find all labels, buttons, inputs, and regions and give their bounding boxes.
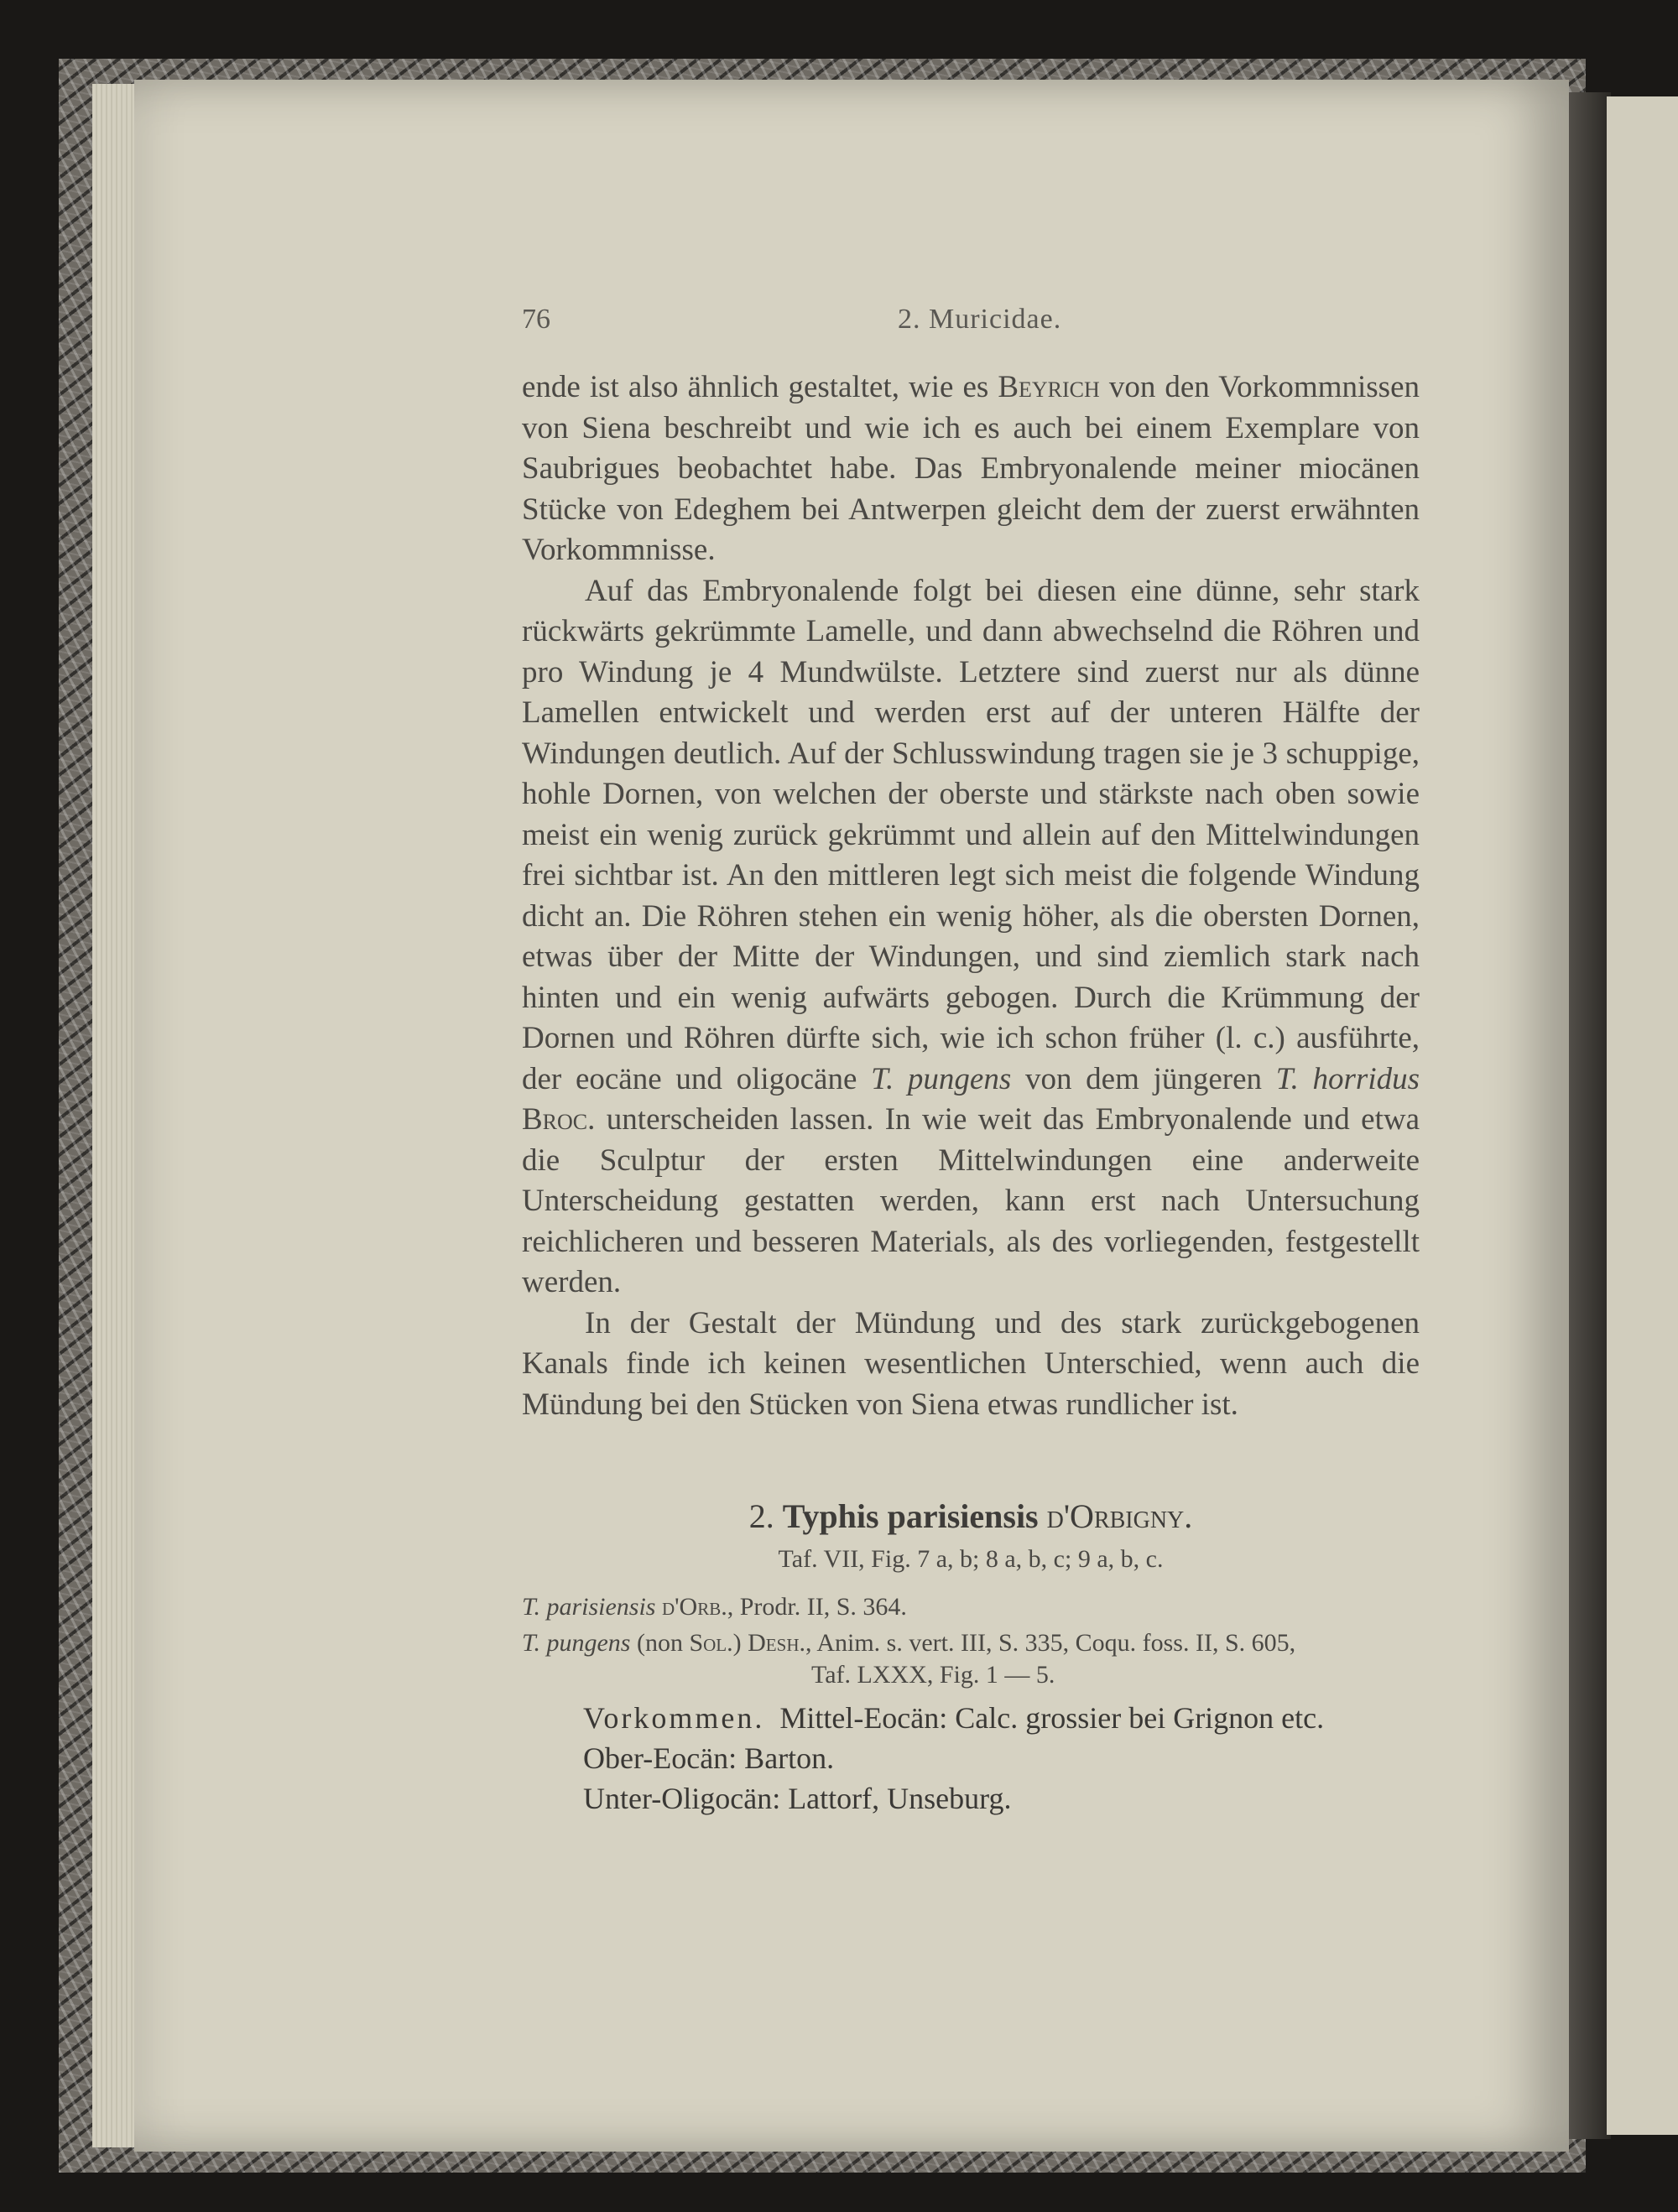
species-number: 2. [748, 1497, 774, 1535]
synonym-1 [522, 1591, 1420, 1623]
occurrence-block [583, 1698, 1422, 1819]
body-text [522, 367, 1420, 1425]
synonym-ref: , Anim. s. vert. III, S. 335, Coqu. foss. II, S. 605, [805, 1629, 1296, 1657]
occurrence-ober-eocaen: Ober-Eocän: Barton. [583, 1741, 835, 1775]
species-heading [522, 1496, 1420, 1536]
synonym-name: T. pungens [522, 1629, 631, 1657]
paragraph-2 [522, 571, 1420, 1304]
facing-page-edge [1607, 96, 1678, 2135]
paragraph-1 [522, 367, 1420, 571]
author-broc: Broc. [522, 1102, 596, 1137]
synonym-mid2: ) [732, 1629, 748, 1657]
p1-text-b: von den Vorkommnissen von Siena beschreibt und wie ich es auch bei einem Exemplare von Saubrigues beobachtet habe. Das Embryonalende meiner miocänen Stücke von Edeghem bei Antwerpen gleicht dem der zuerst erwähnten Vorkommnisse. [522, 370, 1420, 567]
synonym-mid: (non [630, 1629, 690, 1657]
author-beyrich: Beyrich [998, 370, 1100, 404]
synonym-continuation: Taf. LXXX, Fig. 1 — 5. [811, 1661, 1055, 1689]
synonym-name: T. parisiensis [522, 1593, 656, 1621]
synonym-author: Sol. [689, 1629, 733, 1657]
plate-reference: Taf. VII, Fig. 7 a, b; 8 a, b, c; 9 a, b, c. [778, 1545, 1164, 1573]
page-number: 76 [522, 304, 550, 335]
occurrence-mittel-eocaen: Mittel-Eocän: Calc. grossier bei Grignon etc. [779, 1701, 1325, 1735]
synonym-2 [522, 1627, 1420, 1691]
species-t-pungens: T. pungens [871, 1061, 1012, 1096]
occurrence-label: Vorkommen. [583, 1701, 765, 1735]
synonym-ref: , Prodr. II, S. 364. [727, 1593, 907, 1621]
paragraph-3: In der Gestalt der Mündung und des stark zurückgebogenen Kanals finde ich keinen wesentlichen Unterschied, wenn auch die Mündung bei den Stücken von Siena etwas rundlicher ist. [522, 1305, 1420, 1422]
p2-text-b: von dem jüngeren [1011, 1061, 1276, 1096]
running-header [522, 304, 1420, 344]
species-author: d'Orbigny. [1046, 1497, 1193, 1535]
occurrence-unter-oligocaen: Unter-Oligocän: Lattorf, Unseburg. [583, 1782, 1012, 1815]
p1-text-a: ende ist also ähnlich gestaltet, wie es [522, 370, 998, 404]
synonym-author-2: Desh. [748, 1629, 805, 1657]
occurrence-line-1 [583, 1698, 1422, 1738]
synonym-author: d'Orb. [655, 1593, 727, 1621]
p2-text-c: unterscheiden lassen. In wie weit das Embryonalende und etwa die Sculptur der ersten Mittelwindungen eine anderweite Unterscheidung gestatten werden, kann erst nach Untersuchung reichlicheren und besseren Materials, als des vorliegenden, festgestellt werden. [522, 1102, 1420, 1299]
species-name: Typhis parisiensis [782, 1497, 1039, 1535]
p2-text-a: Auf das Embryonalende folgt bei diesen eine dünne, sehr stark rückwärts gekrümmte Lamelle, und dann abwechselnd die Röhren und pro Windung je 4 Mundwülste. Letztere sind zuerst nur als dünne Lamellen entwickelt und werden erst auf der unteren Hälfte der Windungen deutlich. Auf der Schlusswindung tragen sie je 3 schuppige, hohle Dornen, von welchen der oberste und stärkste nach oben sowie meist ein wenig zurück gekrümmt und allein auf den Mittelwindungen frei sichtbar ist. An den mittleren legt sich meist die folgende Windung dicht an. Die Röhren stehen ein wenig höher, als die obersten Dornen, etwas über der Mitte der Windungen, und sind ziemlich stark nach hinten und ein wenig aufwärts gebogen. Durch die Krümmung der Dornen und Röhren dürfte sich, wie ich schon früher (l. c.) ausführte, der eocäne und oligocäne [522, 573, 1420, 1096]
species-t-horridus: T. horridus [1275, 1061, 1420, 1096]
section-title: 2. Muricidae. [898, 304, 1062, 335]
